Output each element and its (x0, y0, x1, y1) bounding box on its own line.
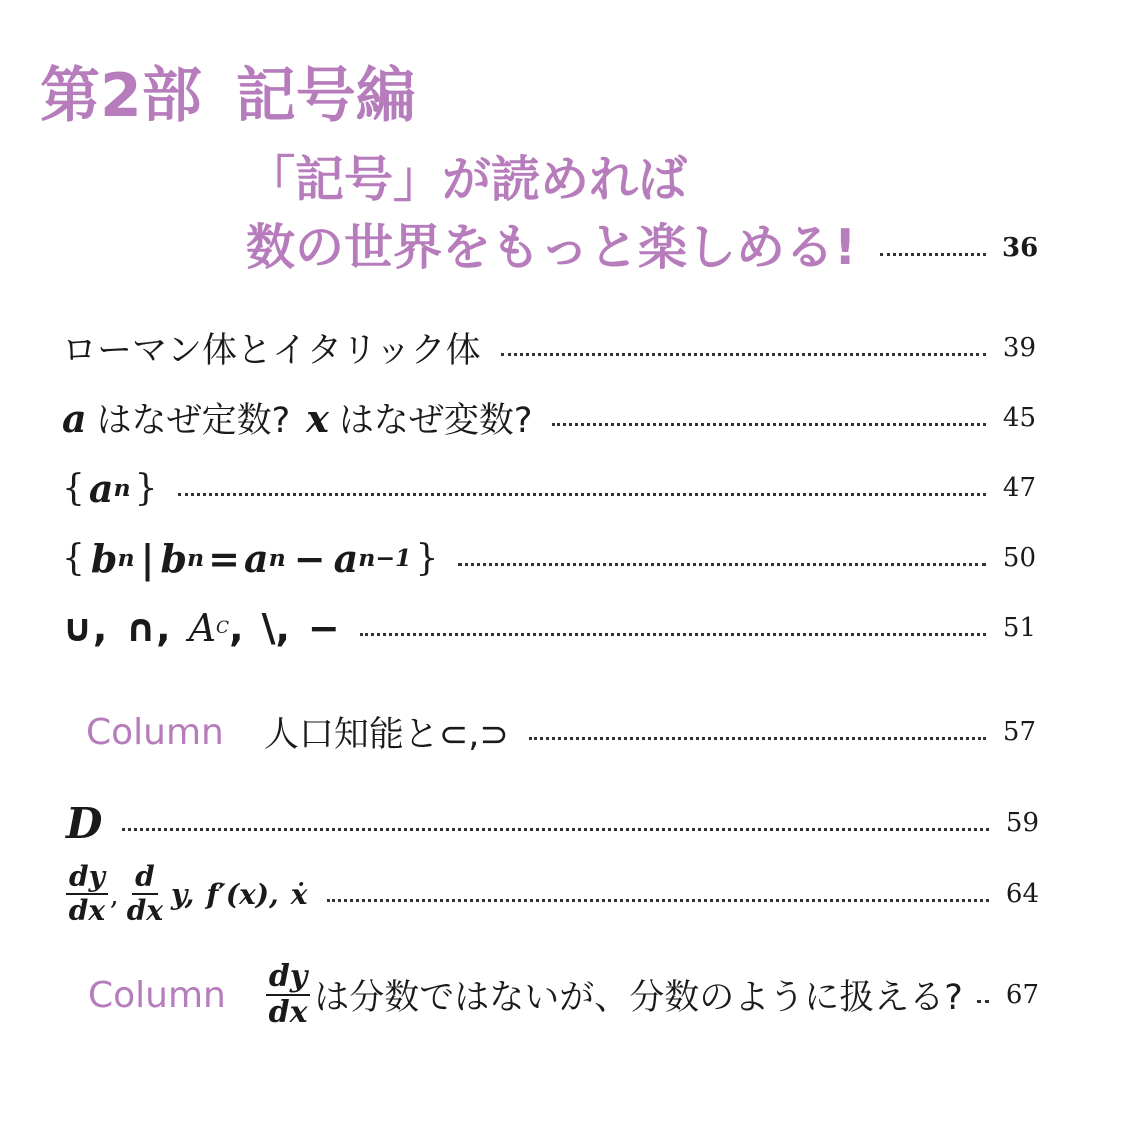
entry-title (66, 799, 102, 848)
toc-leader (327, 899, 989, 902)
equals-sign: = (208, 535, 240, 581)
math-symbol-y: y, (171, 877, 195, 911)
subtitle-line-2 (246, 216, 1039, 280)
subscript-n: n (117, 544, 135, 572)
toc-entry-differential-operator[interactable] (66, 794, 1039, 852)
page-number[interactable]: 50 (1002, 543, 1036, 573)
brace-open: { (62, 467, 85, 509)
separator-bar: | (140, 535, 155, 581)
math-symbol-a: a (243, 535, 269, 581)
page-number[interactable]: 36 (1002, 233, 1039, 263)
entry-title: ローマン体とイタリック体 (62, 331, 481, 371)
math-symbol-b: b (160, 535, 188, 581)
entry-title (62, 536, 438, 581)
prime-notation: f′(x), (206, 877, 279, 911)
page-number[interactable]: 67 (1005, 980, 1039, 1010)
toc-leader (360, 633, 986, 636)
toc-entry-set-operations[interactable] (62, 600, 1036, 656)
toc-leader (178, 493, 986, 496)
toc-leader (501, 353, 986, 356)
toc-entry-derivative-notation[interactable] (66, 858, 1039, 930)
subscript-n-minus-1: n−1 (358, 544, 412, 572)
denominator: dx (268, 995, 308, 1030)
subtitle-line-1: 「記号」が読めれば (246, 151, 688, 208)
entry-title: 人口知能と⊂,⊃ (263, 715, 509, 755)
brace-open: { (62, 537, 85, 579)
page-number[interactable]: 64 (1005, 879, 1039, 909)
page-number[interactable]: 47 (1002, 473, 1036, 503)
part-title (40, 56, 416, 136)
page-number[interactable]: 57 (1002, 717, 1036, 747)
entry-text-x: はなぜ変数? (338, 401, 533, 441)
math-symbol-A: A (188, 606, 217, 650)
entry-title (62, 466, 158, 511)
numerator: d (132, 863, 158, 895)
denominator: dx (68, 894, 106, 927)
toc-leader (552, 423, 986, 426)
subscript-n: n (187, 544, 205, 572)
entry-text-a: はなぜ定数? (96, 401, 291, 441)
math-symbol-b: b (90, 535, 118, 581)
subscript-n: n (113, 474, 131, 502)
union-symbol: ∪, (62, 606, 108, 650)
brace-close: } (134, 467, 158, 509)
toc-entry-constant-variable[interactable] (62, 392, 1036, 444)
page-number[interactable]: 45 (1002, 403, 1036, 433)
comma: , (229, 606, 244, 650)
entry-title (62, 393, 532, 443)
page-number[interactable]: 39 (1002, 333, 1036, 363)
fraction-d-dx (126, 860, 164, 927)
math-symbol-a: a (88, 465, 114, 511)
intersection-symbol: ∩, (125, 606, 171, 650)
setminus-symbol: \, (261, 606, 290, 650)
toc-entry-sequence[interactable] (62, 460, 1036, 516)
toc-entry-difference-sequence[interactable] (62, 530, 1036, 586)
toc-entry-roman-italic[interactable] (62, 322, 1036, 374)
math-symbol-D: D (66, 798, 103, 848)
comma: , (109, 877, 119, 911)
entry-title (62, 606, 340, 650)
toc-leader (529, 737, 986, 740)
fraction-dy-dx (266, 959, 310, 1030)
toc-leader (977, 1000, 989, 1003)
dot-notation: ẋ (290, 877, 308, 911)
brace-close: } (415, 537, 439, 579)
math-symbol-x: x (306, 395, 329, 441)
toc-entry-column-ai[interactable] (86, 704, 1036, 760)
page-number[interactable]: 59 (1005, 808, 1039, 838)
math-symbol-a: a (333, 535, 359, 581)
column-tag: Column (86, 711, 224, 753)
column-tag: Column (88, 974, 226, 1016)
minus-sign: − (293, 535, 326, 581)
part-number: 第2部 (40, 61, 202, 131)
numerator: dy (266, 962, 310, 996)
toc-entry-column-fraction[interactable] (88, 956, 1039, 1034)
math-symbol-a: a (62, 395, 87, 441)
subtitle-line-2-text: 数の世界をもっと楽しめる! (246, 219, 857, 276)
toc-leader (122, 828, 989, 831)
toc-leader (458, 563, 986, 566)
numerator: dy (66, 863, 108, 895)
subscript-n: n (268, 544, 286, 572)
entry-title: は分数ではないが、分数のように扱える? (314, 978, 963, 1018)
toc-leader (880, 253, 986, 256)
superscript-c: C (216, 618, 230, 638)
dash-symbol: − (307, 606, 340, 650)
page-number[interactable]: 51 (1002, 613, 1036, 643)
entry-title (66, 860, 308, 927)
fraction-dy-dx (66, 860, 108, 927)
denominator: dx (126, 894, 164, 927)
part-name: 記号編 (235, 61, 416, 131)
